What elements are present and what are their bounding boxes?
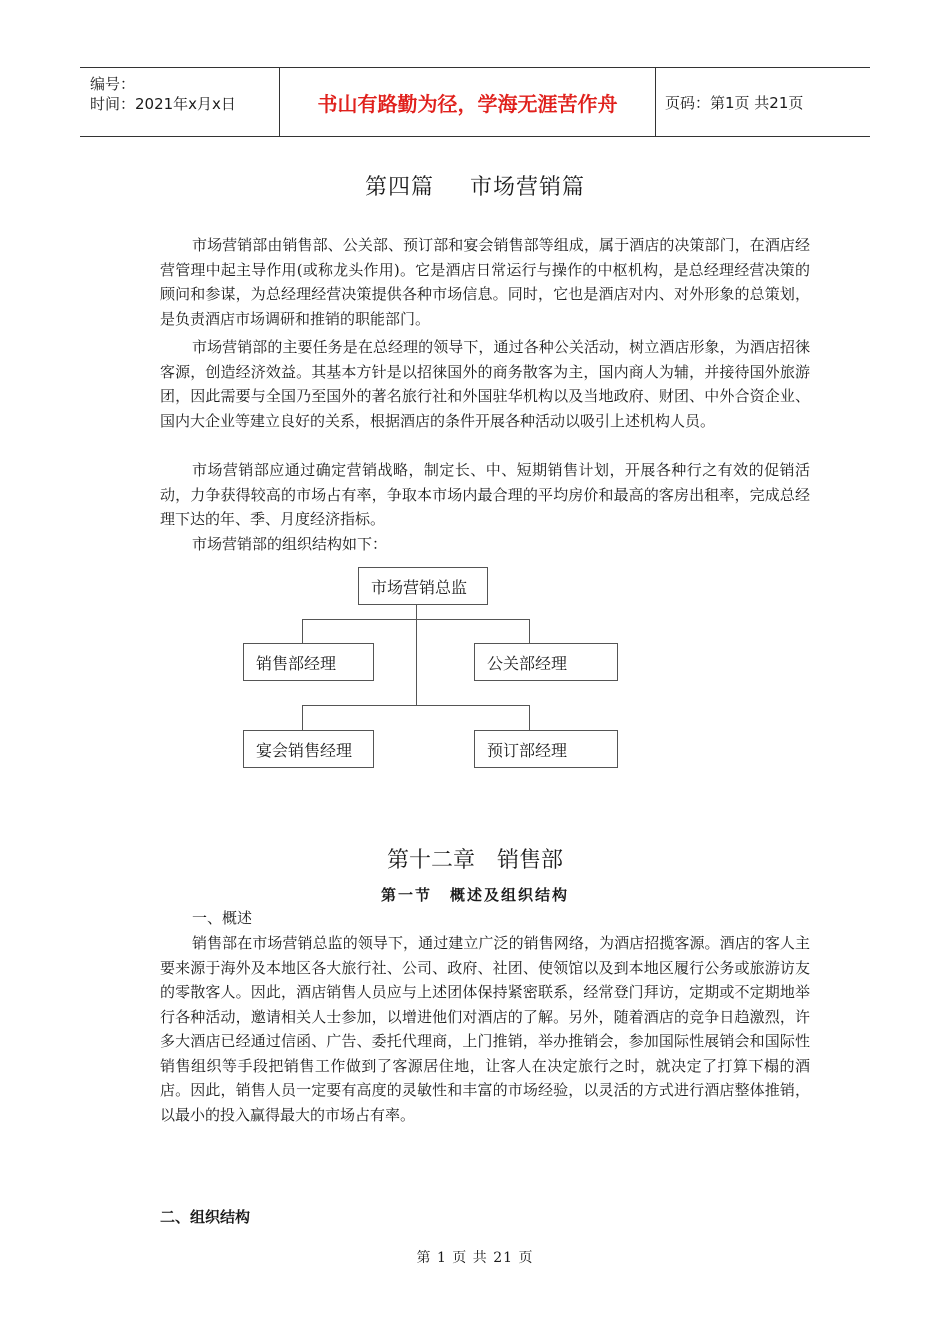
document-header — [80, 67, 870, 137]
org-line-to-reservation — [529, 705, 530, 730]
org-line-trunk — [416, 605, 417, 705]
org-line-to-pr — [529, 619, 530, 643]
code-label: 编号： — [90, 75, 136, 93]
org-box-pr-manager: 公关部经理 — [474, 643, 618, 681]
chapter-number: 第十二章 — [386, 848, 475, 873]
structure-heading: 二、组织结构 — [160, 1208, 251, 1226]
header-meta-cell — [80, 68, 280, 136]
org-line-to-banquet — [302, 705, 303, 730]
section-title — [0, 884, 950, 905]
chapter-title — [0, 843, 950, 874]
org-line-to-sales — [302, 619, 303, 643]
section-name: 概述及组织结构 — [450, 886, 570, 904]
section-number: 第一节 — [380, 886, 432, 904]
header-motto: 书山有路勤为径，学海无涯苦作舟 — [280, 68, 656, 136]
org-line-upper-branch — [302, 619, 530, 620]
org-box-reservation-manager: 预订部经理 — [474, 730, 618, 768]
part-title — [0, 170, 950, 201]
overview-heading: 一、概述 — [192, 909, 253, 927]
org-line-lower-branch — [302, 705, 530, 706]
org-box-banquet-manager: 宴会销售经理 — [243, 730, 374, 768]
org-box-sales-manager: 销售部经理 — [243, 643, 374, 681]
overview-paragraph: 销售部在市场营销总监的领导下，通过建立广泛的销售网络，为酒店招揽客源。酒店的客人主要来源于海外及本地区各大旅行社、公司、政府、社团、使领馆以及到本地区履行公务或旅游访友的零散客人。因此，酒店销售人员应与上述团体保持紧密联系，经常登门拜访，定期或不定期地举行各种活动，邀请相关人士参加，以增进他们对酒店的了解。另外，随着酒店的竞争日趋激烈，许多大酒店已经通过信函、广告、委托代理商，上门推销，举办推销会，参加国际性展销会和国际性销售组织等手段把销售工作做到了客源居住地，让客人在决定旅行之时，就决定了打算下榻的酒店。因此，销售人员一定要有高度的灵敏性和丰富的市场经验，以灵活的方式进行酒店整体推销，以最小的投入赢得最大的市场占有率。 — [160, 934, 810, 1124]
intro-paragraph-2: 市场营销部的主要任务是在总经理的领导下，通过各种公关活动，树立酒店形象，为酒店招徕客源，创造经济效益。其基本方针是以招徕国外的商务散客为主，国内商人为辅，并接待国外旅游团，因此需要与全国乃至国外的著名旅行社和外国驻华机构以及当地政府、财团、中外合资企业、国内大企业等建立良好的关系，根据酒店的条件开展各种活动以吸引上述机构人员。 — [160, 338, 810, 430]
page-footer: 第 1 页 共 21 页 — [416, 1250, 534, 1266]
chapter-name: 销售部 — [497, 848, 564, 873]
org-box-director: 市场营销总监 — [358, 567, 488, 605]
part-title-name: 市场营销篇 — [470, 175, 586, 200]
org-intro-text: 市场营销部的组织结构如下： — [192, 535, 388, 553]
intro-paragraph-3: 市场营销部应通过确定营销战略，制定长、中、短期销售计划，开展各种行之有效的促销活动，力争获得较高的市场占有率，争取本市场内最合理的平均房价和最高的客房出租率，完成总经理下达的年、季、月度经济指标。 — [160, 461, 810, 528]
header-page-info: 页码：第1页 共21页 — [665, 93, 804, 112]
part-title-number: 第四篇 — [364, 175, 434, 200]
intro-paragraph-1: 市场营销部由销售部、公关部、预订部和宴会销售部等组成，属于酒店的决策部门，在酒店经营管理中起主导作用(或称龙头作用)。它是酒店日常运行与操作的中枢机构，是总经理经营决策的顾问和参谋，为总经理经营决策提供各种市场信息。同时，它也是酒店对内、对外形象的总策划，是负责酒店市场调研和推销的职能部门。 — [160, 236, 810, 328]
time-label: 时间：2021年x月x日 — [90, 95, 236, 113]
